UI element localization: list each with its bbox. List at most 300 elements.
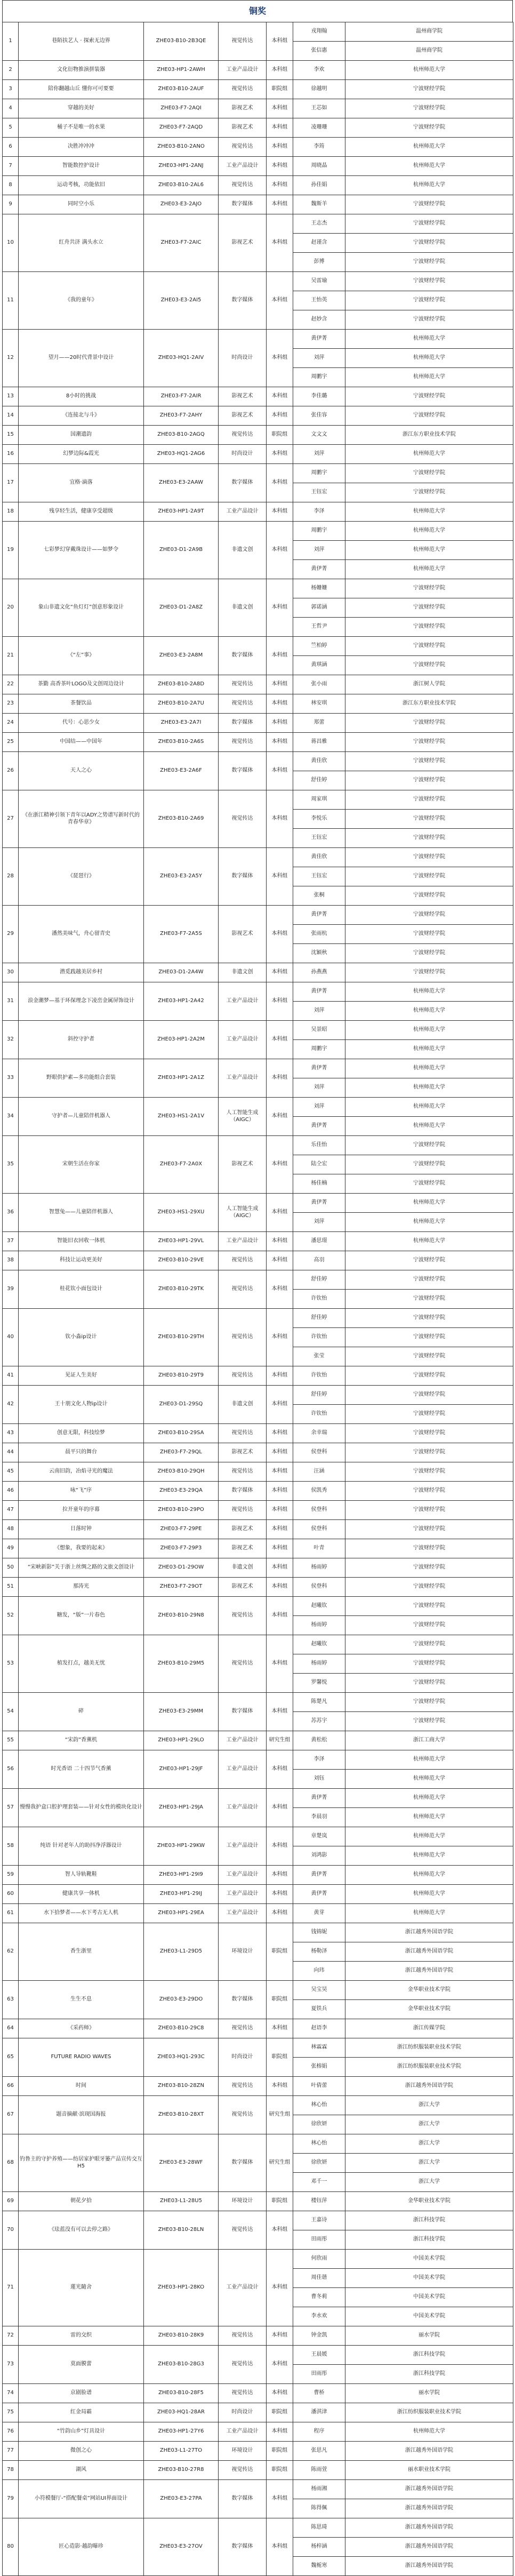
entry-title: 蓮光隨舍 — [19, 2250, 144, 2326]
entry-level: 本科组 — [267, 406, 293, 426]
entry-member: 王晨媛 — [293, 2346, 345, 2365]
entry-level: 本科组 — [267, 1904, 293, 1923]
entry-member: 刘鸿影 — [293, 1846, 345, 1866]
entry-title: 咏“飞”序 — [19, 1482, 144, 1501]
entry-title: 小符模餐厅-“搭配餐桌”网站UI界面设计 — [19, 2480, 144, 2518]
entry-code: ZHE03-HP1-27Y6 — [144, 2422, 219, 2442]
entry-number: 66 — [3, 2077, 19, 2096]
entry-school: 宁波财经学院 — [345, 1578, 513, 1597]
entry-member: 孙燕燕 — [293, 963, 345, 982]
table-row — [3, 963, 513, 982]
table-row — [3, 906, 513, 925]
entry-school: 宁波财经学院 — [345, 944, 513, 963]
entry-member: 林霖霖 — [293, 2038, 345, 2058]
table-row — [3, 1443, 513, 1462]
table-row — [3, 1021, 513, 1040]
entry-school: 杭州师范大学 — [345, 1750, 513, 1770]
entry-member: 魏栀寒 — [293, 2557, 345, 2576]
entry-school: 宁波财经学院 — [345, 733, 513, 752]
entry-code: ZHE03-HP1-29IJ — [144, 1885, 219, 1904]
entry-school: 杭州师范大学 — [345, 1866, 513, 1885]
entry-category: 视觉传达 — [219, 22, 267, 61]
entry-category: 工业产品设计 — [219, 502, 267, 522]
entry-category: 视觉传达 — [219, 138, 267, 157]
entry-code: ZHE03-HP1-28KO — [144, 2250, 219, 2326]
entry-member: 侯登科 — [293, 1520, 345, 1539]
entry-title: 时间 — [19, 2077, 144, 2096]
entry-member: 郭诺涵 — [293, 598, 345, 618]
entry-member: 竺柏婷 — [293, 637, 345, 656]
entry-member: 罗馨悦 — [293, 1674, 345, 1693]
entry-school: 杭州师范大学 — [345, 502, 513, 522]
award-table — [2, 22, 513, 2576]
table-row — [3, 2442, 513, 2461]
table-row — [3, 176, 513, 195]
entry-category: 工业产品设计 — [219, 2422, 267, 2442]
entry-code: ZHE03-HP1-2A1Z — [144, 1059, 219, 1098]
entry-category: 数字媒体 — [219, 464, 267, 502]
entry-number: 38 — [3, 1251, 19, 1270]
entry-school: 宁波财经学院 — [345, 118, 513, 138]
entry-member: 杨雨湘 — [293, 2480, 345, 2499]
entry-code: ZHE03-F7-2AIC — [144, 214, 219, 272]
entry-category: 视觉传达 — [219, 1462, 267, 1482]
page-title: 铜奖 — [2, 0, 513, 22]
entry-title: 钦小淼ip设计 — [19, 1309, 144, 1366]
entry-level: 本科组 — [267, 1693, 293, 1731]
entry-member: 刘萍 — [293, 445, 345, 464]
entry-member: 吴宝昊 — [293, 1981, 345, 2000]
entry-title: 宜格·滴落 — [19, 464, 144, 502]
table-row — [3, 2211, 513, 2230]
entry-school: 金华职业技术学院 — [345, 2192, 513, 2211]
table-row — [3, 1578, 513, 1597]
entry-code: ZHE03-B10-2A6S — [144, 733, 219, 752]
entry-level: 本科组 — [267, 714, 293, 733]
entry-code: ZHE03-E3-2AI5 — [144, 272, 219, 330]
table-row — [3, 752, 513, 771]
entry-level: 本科组 — [267, 1424, 293, 1443]
entry-code: ZHE03-B10-29SA — [144, 1424, 219, 1443]
table-row — [3, 694, 513, 714]
table-row — [3, 195, 513, 214]
entry-code: ZHE03-B10-2A7U — [144, 694, 219, 714]
entry-member: 杨雨婷 — [293, 1654, 345, 1674]
entry-member: 钱锦妮 — [293, 1923, 345, 1942]
entry-code: ZHE03-B10-2A69 — [144, 790, 219, 848]
entry-member: 文文文 — [293, 426, 345, 445]
entry-code: ZHE03-D1-2A9B — [144, 522, 219, 579]
entry-category: 工业产品设计 — [219, 1750, 267, 1789]
entry-code: ZHE03-HP1-2AWH — [144, 61, 219, 80]
entry-code: ZHE03-B10-29M5 — [144, 1635, 219, 1693]
entry-school: 浙江科技学院 — [345, 2230, 513, 2250]
entry-school: 宁波财经学院 — [345, 1462, 513, 1482]
entry-school: 浙江传媒学院 — [345, 2019, 513, 2038]
entry-school: 宁波财经学院 — [345, 1366, 513, 1386]
entry-school: 宁波财经学院 — [345, 253, 513, 272]
entry-category: 数字媒体 — [219, 1981, 267, 2019]
entry-member: 魏斯羊 — [293, 195, 345, 214]
entry-member: 何欣雨 — [293, 2250, 345, 2269]
entry-level: 本科组 — [267, 1098, 293, 1136]
entry-title: 《在浙江精神引领下青年以ADY之势谱写新时代的青春华章》 — [19, 790, 144, 848]
table-row — [3, 272, 513, 291]
entry-category: 视觉传达 — [219, 176, 267, 195]
entry-school: 杭州师范大学 — [345, 1040, 513, 1059]
entry-school: 杭州师范大学 — [345, 1846, 513, 1866]
entry-title: 天人之心 — [19, 752, 144, 790]
entry-school: 宁波财经学院 — [345, 867, 513, 886]
table-row — [3, 2250, 513, 2269]
entry-code: ZHE03-HP1-2ANJ — [144, 157, 219, 176]
entry-member: 许钦怡 — [293, 1366, 345, 1386]
entry-category: 工业产品设计 — [219, 2250, 267, 2326]
entry-code: ZHE03-B10-28XT — [144, 2096, 219, 2134]
entry-level: 本科组 — [267, 637, 293, 675]
table-row — [3, 1885, 513, 1904]
entry-category: 工业产品设计 — [219, 1885, 267, 1904]
table-row — [3, 502, 513, 522]
entry-number: 31 — [3, 982, 19, 1021]
entry-code: ZHE03-HP1-29JF — [144, 1750, 219, 1789]
entry-member: 戎翔翰 — [293, 22, 345, 42]
entry-school: 宁波财经学院 — [345, 598, 513, 618]
entry-level: 本科组 — [267, 1827, 293, 1866]
table-row — [3, 1904, 513, 1923]
entry-number: 58 — [3, 1827, 19, 1866]
table-row — [3, 61, 513, 80]
entry-member: 林心怡 — [293, 2096, 345, 2115]
entry-member: 张小雨 — [293, 675, 345, 694]
entry-number: 29 — [3, 906, 19, 963]
entry-school: 宁波财经学院 — [345, 1251, 513, 1270]
entry-category: 时尚设计 — [219, 330, 267, 387]
table-row — [3, 1232, 513, 1251]
entry-category: 人工智能生成（AIGC） — [219, 1098, 267, 1136]
entry-code: ZHE03-HP1-29LO — [144, 1731, 219, 1750]
table-row — [3, 1827, 513, 1846]
entry-member: 李水欢 — [293, 2307, 345, 2326]
entry-number: 5 — [3, 118, 19, 138]
entry-school: 宁波财经学院 — [345, 99, 513, 118]
entry-category: 环境设计 — [219, 2442, 267, 2461]
entry-category: 影视艺术 — [219, 1136, 267, 1194]
entry-code: ZHE03-B10-28LN — [144, 2211, 219, 2250]
entry-level: 本科组 — [267, 330, 293, 387]
entry-category: 数字媒体 — [219, 752, 267, 790]
entry-school: 杭州师范大学 — [345, 368, 513, 387]
entry-category: 视觉传达 — [219, 1309, 267, 1366]
table-row — [3, 1424, 513, 1443]
entry-member: 周鹏宇 — [293, 1040, 345, 1059]
table-row — [3, 1194, 513, 1213]
entry-number: 26 — [3, 752, 19, 790]
entry-title: 代号：心思少女 — [19, 714, 144, 733]
entry-code: ZHE03-B10-2ANO — [144, 138, 219, 157]
entry-school: 宁波财经学院 — [345, 1290, 513, 1309]
entry-school: 宁波财经学院 — [345, 848, 513, 867]
entry-title: 王十朋文化人物ip设计 — [19, 1386, 144, 1424]
entry-school: 宁波财经学院 — [345, 1558, 513, 1578]
entry-title: 潜觅践越美居乡村 — [19, 963, 144, 982]
entry-school: 浙江越秀外国语学院 — [345, 2557, 513, 2576]
entry-level: 本科组 — [267, 1462, 293, 1482]
entry-member: 刘萍 — [293, 1098, 345, 1117]
entry-title: 碎 — [19, 1693, 144, 1731]
entry-number: 48 — [3, 1520, 19, 1539]
entry-member: 李泽 — [293, 1750, 345, 1770]
entry-member: 叶倩蕾 — [293, 2077, 345, 2096]
entry-title: 决胜冲冲冲 — [19, 138, 144, 157]
entry-school: 浙江科技学院 — [345, 2346, 513, 2365]
entry-category: 数字媒体 — [219, 1482, 267, 1501]
entry-code: ZHE03-F7-29OT — [144, 1578, 219, 1597]
entry-category: 影视艺术 — [219, 406, 267, 426]
entry-number: 39 — [3, 1270, 19, 1309]
entry-school: 宁波财经学院 — [345, 1712, 513, 1731]
table-row — [3, 1501, 513, 1520]
entry-category: 工业产品设计 — [219, 1827, 267, 1866]
entry-level: 本科组 — [267, 272, 293, 330]
entry-title: 创意无限，科技绘梦 — [19, 1424, 144, 1443]
entry-member: 侯登科 — [293, 1443, 345, 1462]
entry-member: 舒佳婷 — [293, 771, 345, 790]
entry-member: 田雨彤 — [293, 2230, 345, 2250]
entry-code: ZHE03-B10-29TK — [144, 1270, 219, 1309]
entry-school: 浙江越秀外国语学院 — [345, 1962, 513, 1981]
entry-school: 浙江树人学院 — [345, 675, 513, 694]
entry-member: 李悦乐 — [293, 810, 345, 829]
entry-code: ZHE03-D1-29SQ — [144, 1386, 219, 1424]
entry-level: 本科组 — [267, 1482, 293, 1501]
entry-number: 20 — [3, 579, 19, 637]
table-row — [3, 1059, 513, 1078]
entry-member: 张思凡 — [293, 2442, 345, 2461]
entry-level: 研究生组 — [267, 2134, 293, 2192]
entry-code: ZHE03-B10-29PO — [144, 1501, 219, 1520]
entry-school: 杭州师范大学 — [345, 330, 513, 349]
entry-number: 69 — [3, 2192, 19, 2211]
entry-code: ZHE03-F7-2A0X — [144, 1136, 219, 1194]
entry-member: 李佳璐 — [293, 387, 345, 406]
entry-member: 邓千一 — [293, 2173, 345, 2192]
entry-number: 30 — [3, 963, 19, 982]
entry-title: 浪金潮梦—基于环保理念下凌峦金属屏饰设计 — [19, 982, 144, 1021]
entry-level: 本科组 — [267, 176, 293, 195]
entry-code: ZHE03-E3-29DO — [144, 1981, 219, 2019]
table-row — [3, 1270, 513, 1290]
entry-level: 本科组 — [267, 1866, 293, 1885]
entry-member: 王怡英 — [293, 291, 345, 310]
entry-school: 浙江科技学院 — [345, 2211, 513, 2230]
entry-code: ZHE03-B10-29T9 — [144, 1366, 219, 1386]
entry-school: 宁波财经学院 — [345, 1174, 513, 1194]
entry-school: 丽水学院 — [345, 2326, 513, 2346]
entry-category: 数字媒体 — [219, 1693, 267, 1731]
entry-school: 杭州师范大学 — [345, 61, 513, 80]
entry-school: 浙江越秀外国语学院 — [345, 2480, 513, 2499]
entry-title: 同时空小乐 — [19, 195, 144, 214]
entry-school: 中国美术学院 — [345, 2288, 513, 2307]
entry-number: 7 — [3, 157, 19, 176]
entry-number: 35 — [3, 1136, 19, 1194]
table-row — [3, 1866, 513, 1885]
entry-number: 74 — [3, 2384, 19, 2403]
entry-code: ZHE03-E3-29QA — [144, 1482, 219, 1501]
table-row — [3, 445, 513, 464]
table-row — [3, 637, 513, 656]
entry-category: 数字媒体 — [219, 195, 267, 214]
entry-title: 那涛光 — [19, 1578, 144, 1597]
entry-member: 徐越明 — [293, 80, 345, 99]
entry-school: 杭州师范大学 — [345, 1098, 513, 1117]
entry-number: 37 — [3, 1232, 19, 1251]
entry-level: 本科组 — [267, 1251, 293, 1270]
entry-level: 本科组 — [267, 387, 293, 406]
entry-code: ZHE03-B10-28F5 — [144, 2384, 219, 2403]
entry-title: 桂花钦小面包设计 — [19, 1270, 144, 1309]
entry-school: 宁波财经学院 — [345, 1501, 513, 1520]
entry-member: 周鹏宇 — [293, 464, 345, 483]
entry-member: 黄佳欣 — [293, 752, 345, 771]
entry-code: ZHE03-HP1-29EA — [144, 1904, 219, 1923]
table-row — [3, 1309, 513, 1328]
entry-member: 曹桥 — [293, 2384, 345, 2403]
entry-category: 非遗文创 — [219, 963, 267, 982]
entry-school: 宁波财经学院 — [345, 790, 513, 810]
entry-member: 陈雨萱 — [293, 2461, 345, 2480]
table-row — [3, 1558, 513, 1578]
entry-number: 8 — [3, 176, 19, 195]
entry-number: 3 — [3, 80, 19, 99]
entry-number: 2 — [3, 61, 19, 80]
entry-category: 数字媒体 — [219, 848, 267, 906]
table-row — [3, 1635, 513, 1654]
entry-category: 工业产品设计 — [219, 1232, 267, 1251]
entry-school: 宁波财经学院 — [345, 272, 513, 291]
entry-level: 职院组 — [267, 2038, 293, 2077]
entry-number: 54 — [3, 1693, 19, 1731]
entry-school: 宁波财经学院 — [345, 1405, 513, 1424]
entry-code: ZHE03-F7-2AIR — [144, 387, 219, 406]
entry-number: 70 — [3, 2211, 19, 2250]
entry-level: 本科组 — [267, 1885, 293, 1904]
entry-member: 杨佳楠 — [293, 1174, 345, 1194]
entry-title: “竹韵山乡”灯具设计 — [19, 2422, 144, 2442]
entry-category: 视觉传达 — [219, 1251, 267, 1270]
entry-category: 非遗文创 — [219, 1386, 267, 1424]
entry-title: 智能数控护设计 — [19, 157, 144, 176]
table-row — [3, 1731, 513, 1750]
entry-school: 宁波财经学院 — [345, 1616, 513, 1635]
entry-category: 影视艺术 — [219, 118, 267, 138]
entry-member: 陈楚凡 — [293, 1693, 345, 1712]
entry-title: 巷陌扶艺人 · 探索无边界 — [19, 22, 144, 61]
entry-school: 杭州师范大学 — [345, 176, 513, 195]
entry-level: 职院组 — [267, 2442, 293, 2461]
table-row — [3, 1386, 513, 1405]
entry-code: ZHE03-HQ1-293C — [144, 2038, 219, 2077]
entry-category: 时尚设计 — [219, 445, 267, 464]
entry-number: 21 — [3, 637, 19, 675]
entry-level: 本科组 — [267, 61, 293, 80]
entry-level: 本科组 — [267, 1136, 293, 1194]
entry-level: 本科组 — [267, 1194, 293, 1232]
entry-member: 林心怡 — [293, 2134, 345, 2154]
entry-number: 44 — [3, 1443, 19, 1462]
entry-level: 本科组 — [267, 138, 293, 157]
table-row — [3, 522, 513, 541]
entry-member: 吴雷瑜 — [293, 272, 345, 291]
table-row — [3, 2422, 513, 2442]
entry-number: 43 — [3, 1424, 19, 1443]
entry-level: 本科组 — [267, 464, 293, 502]
entry-title: 茶勤 高香茶叶LOGO及文创周边设计 — [19, 675, 144, 694]
entry-category: 视觉传达 — [219, 694, 267, 714]
entry-code: ZHE03-L1-28U5 — [144, 2192, 219, 2211]
entry-category: 视觉传达 — [219, 1270, 267, 1309]
entry-school: 宁波财经学院 — [345, 1597, 513, 1616]
entry-category: 影视艺术 — [219, 387, 267, 406]
entry-member: 黄伊菁 — [293, 330, 345, 349]
entry-category: 视觉传达 — [219, 1597, 267, 1635]
entry-number: 67 — [3, 2096, 19, 2134]
table-row — [3, 790, 513, 810]
entry-number: 41 — [3, 1366, 19, 1386]
entry-school: 杭州师范大学 — [345, 445, 513, 464]
entry-category: 视觉传达 — [219, 80, 267, 99]
entry-member: 舒佳婷 — [293, 1309, 345, 1328]
entry-code: ZHE03-HP1-29KW — [144, 1827, 219, 1866]
entry-school: 宁波财经学院 — [345, 1674, 513, 1693]
entry-number: 79 — [3, 2480, 19, 2518]
entry-member: 林安琪 — [293, 694, 345, 714]
entry-level: 本科组 — [267, 2422, 293, 2442]
entry-school: 宁波财经学院 — [345, 1136, 513, 1155]
entry-school: 宁波财经学院 — [345, 291, 513, 310]
entry-school: 宁波财经学院 — [345, 387, 513, 406]
entry-school: 宁波财经学院 — [345, 406, 513, 426]
entry-member: 章楚岚 — [293, 1827, 345, 1846]
entry-number: 15 — [3, 426, 19, 445]
table-row — [3, 2518, 513, 2538]
table-row — [3, 1520, 513, 1539]
table-row — [3, 982, 513, 1002]
entry-member: 曹冬莉 — [293, 2288, 345, 2307]
entry-category: 数字媒体 — [219, 714, 267, 733]
entry-school: 宁波财经学院 — [345, 714, 513, 733]
entry-title: 智人导轨靴鞋 — [19, 1866, 144, 1885]
entry-title: 《“左”事》 — [19, 637, 144, 675]
entry-title: 斜控守护者 — [19, 1021, 144, 1059]
entry-title: 健康共享一体机 — [19, 1885, 144, 1904]
entry-number: 72 — [3, 2326, 19, 2346]
entry-code: ZHE03-L1-27TO — [144, 2442, 219, 2461]
table-row — [3, 1482, 513, 1501]
entry-title: 晨平只的舞台 — [19, 1443, 144, 1462]
entry-title: 运动考核，功能依旧 — [19, 176, 144, 195]
entry-number: 25 — [3, 733, 19, 752]
entry-school: 杭州师范大学 — [345, 1827, 513, 1846]
entry-category: 时尚设计 — [219, 2038, 267, 2077]
entry-category: 非遗文创 — [219, 522, 267, 579]
entry-member: 赵曦钦 — [293, 1635, 345, 1654]
entry-school: 杭州师范大学 — [345, 1117, 513, 1136]
entry-title: 时光香语 二十四节气香薰 — [19, 1750, 144, 1789]
entry-code: ZHE03-B10-2AL6 — [144, 176, 219, 195]
entry-school: 宁波财经学院 — [345, 1424, 513, 1443]
